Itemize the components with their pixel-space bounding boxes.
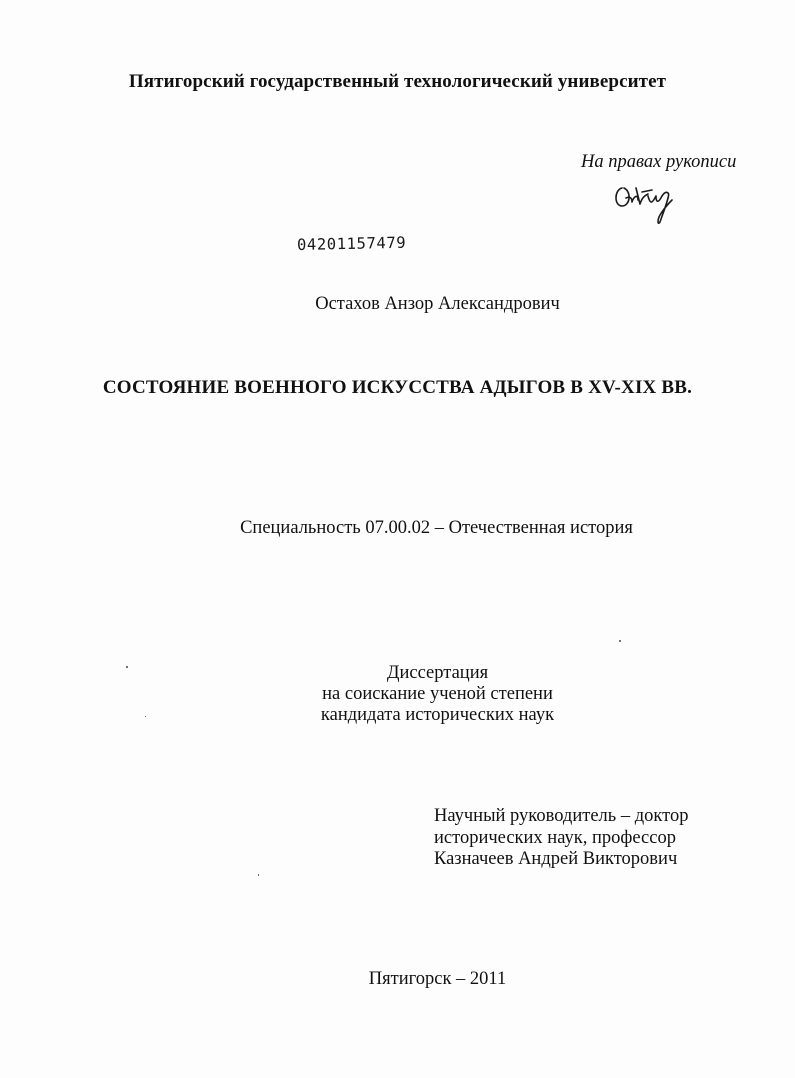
degree-line-1: Диссертация: [386, 663, 489, 683]
scan-speck: [258, 874, 259, 876]
archive-stamp-number: 04201157479: [296, 233, 407, 254]
supervisor-line-3: Казначеев Андрей Викторович: [434, 849, 678, 869]
specialty-line: Специальность 07.00.02 – Отечественная история: [240, 518, 633, 538]
scan-speck: [619, 640, 621, 642]
degree-line-2: на соискание ученой степени: [322, 684, 553, 704]
city-year: Пятигорск – 2011: [368, 969, 507, 989]
rights-note: На правах рукописи: [581, 152, 737, 172]
handwritten-signature-icon: [612, 176, 684, 226]
scan-speck: [145, 716, 146, 717]
degree-line-3: кандидата исторических наук: [320, 705, 555, 725]
university-name: Пятигорский государственный технологический университет: [128, 71, 667, 92]
supervisor-block: [434, 806, 688, 871]
scan-speck: [126, 666, 128, 668]
author-name: Остахов Анзор Александрович: [315, 294, 560, 314]
supervisor-line-2: исторических наук, профессор: [434, 827, 676, 848]
dissertation-degree-block: [0, 663, 795, 726]
supervisor-line-1: Научный руководитель – доктор: [434, 806, 689, 826]
dissertation-title: СОСТОЯНИЕ ВОЕННОГО ИСКУССТВА АДЫГОВ В XV-XIX ВВ.: [102, 377, 693, 398]
